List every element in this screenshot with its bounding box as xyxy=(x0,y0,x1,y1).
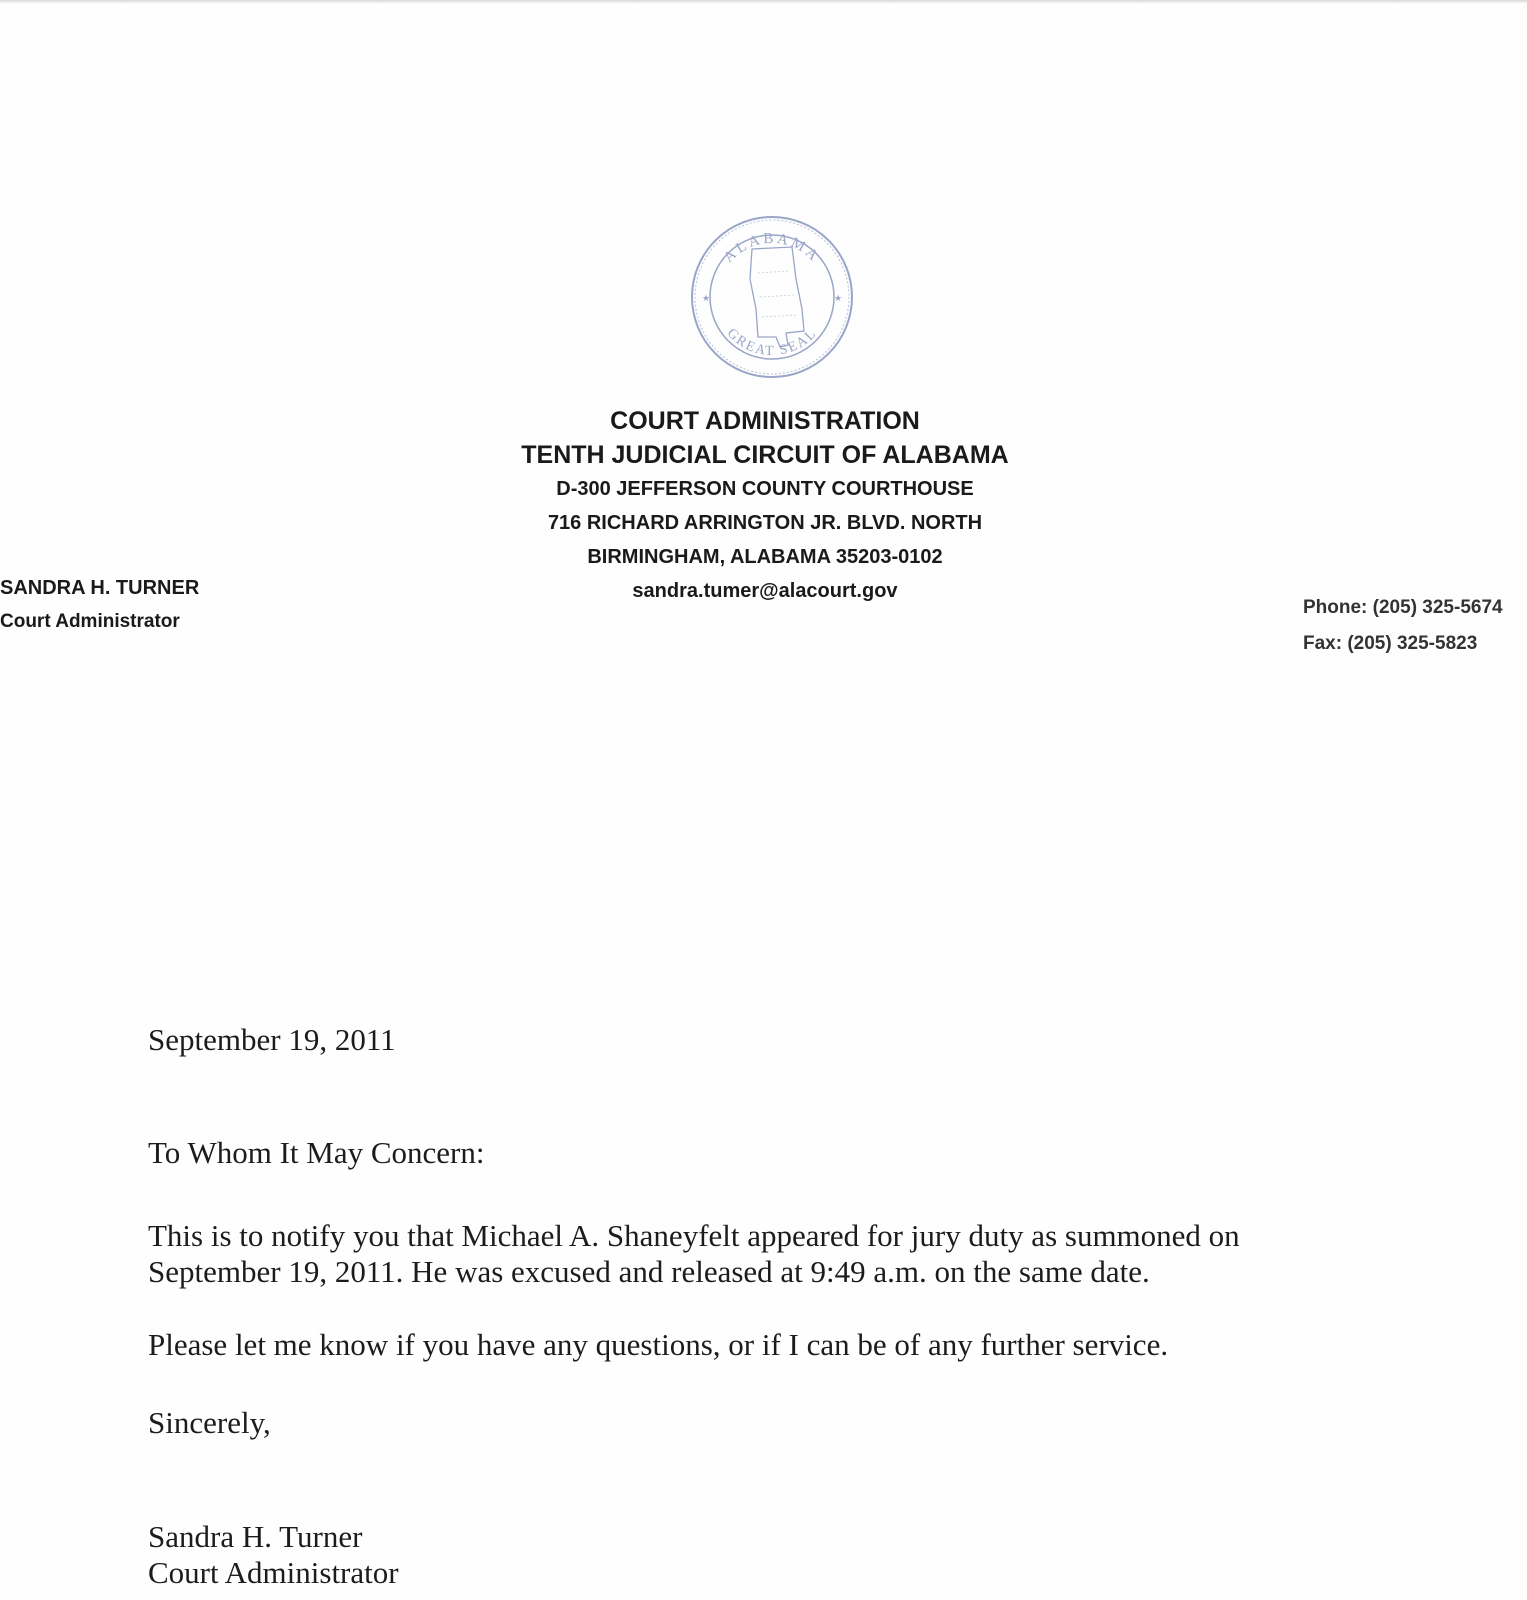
svg-text:GREAT SEAL xyxy=(724,326,820,359)
signature-title: Court Administrator xyxy=(148,1555,399,1590)
fax-number: Fax: (205) 325-5823 xyxy=(1303,633,1478,654)
letter-date: September 19, 2011 xyxy=(148,1022,396,1057)
questions-paragraph: Please let me know if you have any questions, or if I can be of any further service. xyxy=(148,1327,1169,1362)
salutation: To Whom It May Concern: xyxy=(148,1135,485,1170)
notification-line-1: This is to notify you that Michael A. Shaneyfelt appeared for jury duty as summoned on xyxy=(148,1218,1240,1253)
letterhead-circuit: TENTH JUDICIAL CIRCUIT OF ALABAMA xyxy=(521,441,1009,469)
letterhead-city: BIRMINGHAM, ALABAMA 35203-0102 xyxy=(587,546,943,568)
notification-line-2: September 19, 2011. He was excused and released at 9:49 a.m. on the same date. xyxy=(148,1254,1150,1289)
seal-top-text: ALABAMA xyxy=(721,230,823,266)
page-top-edge xyxy=(0,0,1527,3)
administrator-title: Court Administrator xyxy=(0,611,180,632)
administrator-name: SANDRA H. TURNER xyxy=(0,577,200,599)
administrator-block xyxy=(0,571,199,639)
svg-text:★: ★ xyxy=(834,294,843,304)
notification-paragraph xyxy=(148,1218,1448,1290)
phone-number: Phone: (205) 325-5674 xyxy=(1303,597,1503,618)
contact-block xyxy=(1303,590,1503,662)
letterhead-department: COURT ADMINISTRATION xyxy=(610,407,920,435)
svg-text:★: ★ xyxy=(702,294,711,304)
seal-bottom-text: GREAT SEAL xyxy=(723,325,821,360)
signature-name: Sandra H. Turner xyxy=(148,1519,363,1554)
seal-graphic xyxy=(688,213,856,381)
letterhead-building: D-300 JEFFERSON COUNTY COURTHOUSE xyxy=(556,478,974,500)
alabama-great-seal xyxy=(688,213,856,381)
letterhead-email: sandra.tumer@alacourt.gov xyxy=(632,580,898,602)
letterhead-street: 716 RICHARD ARRINGTON JR. BLVD. NORTH xyxy=(547,512,983,534)
closing: Sincerely, xyxy=(148,1405,271,1440)
letterhead xyxy=(400,404,1130,608)
